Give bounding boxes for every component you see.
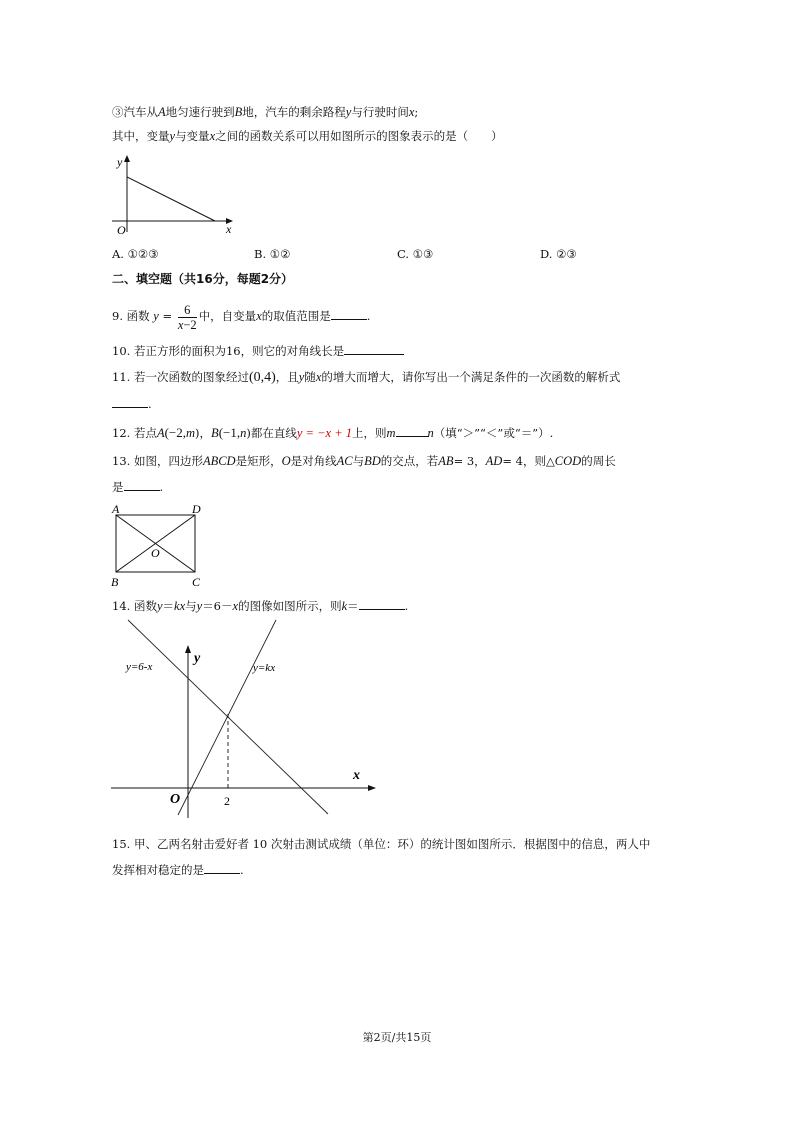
q8-option-a[interactable]: A. ①②③: [112, 247, 159, 261]
q8-option-d[interactable]: D. ②③: [540, 247, 577, 261]
q12: 12. 若点A(−2,m)，B(−1,n)都在直线y = −x + 1上，则m n（填“＞”“＜”或“＝”）.: [112, 425, 554, 440]
q8-graph-origin: O: [117, 223, 126, 237]
q14-graph: [108, 618, 382, 818]
q13-label-c: C: [192, 575, 201, 589]
q14-graph-y-label: y: [194, 651, 201, 666]
page-footer: 第2页/共15页: [362, 1031, 432, 1044]
q13-label-b: B: [111, 575, 119, 589]
q13-answer-blank[interactable]: [124, 478, 160, 491]
q13-label-o: O: [151, 546, 160, 560]
q14-graph-origin: O: [170, 792, 181, 807]
q14: 14. 函数y＝kx与y＝6－x的图像如图所示，则k＝ .: [112, 599, 409, 613]
q15-line2: 发挥相对稳定的是 .: [112, 863, 244, 877]
q8-graph: [108, 152, 240, 238]
q13-label-d: D: [192, 502, 201, 516]
q15-answer-blank[interactable]: [204, 861, 240, 874]
q8-graph-y-label: y: [117, 155, 123, 169]
q13-diagram: [106, 501, 210, 591]
q8-graph-x-label: x: [226, 222, 232, 236]
q9: 9. 函数 y = $\frac{6}{x-2}$ 中，自变量x的取值范围是 .: [112, 302, 371, 332]
q13-label-a: A: [112, 502, 120, 516]
q8-option-c[interactable]: C. ①③: [397, 247, 434, 261]
q15: 15. 甲、乙两名射击爱好者 10 次射击测试成绩（单位：环）的统计图如图所示．根据图中的信息，两人中: [112, 837, 651, 851]
q14-graph-label-line2: y=kx: [253, 662, 276, 674]
q10-answer-blank[interactable]: [344, 342, 404, 355]
q11: 11. 若一次函数的图象经过(0,4)，且y随x的增大而增大，请你写出一个满足条件的一次函数的解析式: [112, 370, 621, 385]
q13-line2: 是 .: [112, 480, 164, 494]
q12-line-equation: y = −x + 1: [296, 426, 353, 440]
section-title: 二、填空题（共16分，每题2分）: [112, 272, 294, 286]
q13: 13. 如图，四边形ABCD是矩形，O是对角线AC与BD的交点，若AB= 3，AD= 4，则△COD的周长: [112, 454, 616, 468]
q10: 10. 若正方形的面积为16，则它的对角线长是: [112, 342, 404, 359]
q14-graph-x-label: x: [353, 768, 360, 783]
q9-fraction: $\frac{6}{x-2}$: [177, 302, 197, 332]
q12-answer-blank[interactable]: [396, 424, 428, 437]
q11-line2: .: [112, 395, 152, 412]
q14-graph-label-line1: y=6-x: [126, 661, 153, 673]
q8-option-b[interactable]: B. ①②: [254, 247, 291, 261]
q11-answer-blank[interactable]: [112, 395, 148, 408]
q8-stem: 其中，变量y与变量x之间的函数关系可以用如图所示的图象表示的是（ ）: [112, 129, 503, 143]
q14-graph-tick-2: 2: [224, 794, 230, 808]
q14-answer-blank[interactable]: [359, 597, 405, 610]
q9-answer-blank[interactable]: [331, 307, 367, 320]
q8-item3: ③汽车从A地匀速行驶到B地，汽车的剩余路程y与行驶时间x;: [112, 105, 419, 119]
